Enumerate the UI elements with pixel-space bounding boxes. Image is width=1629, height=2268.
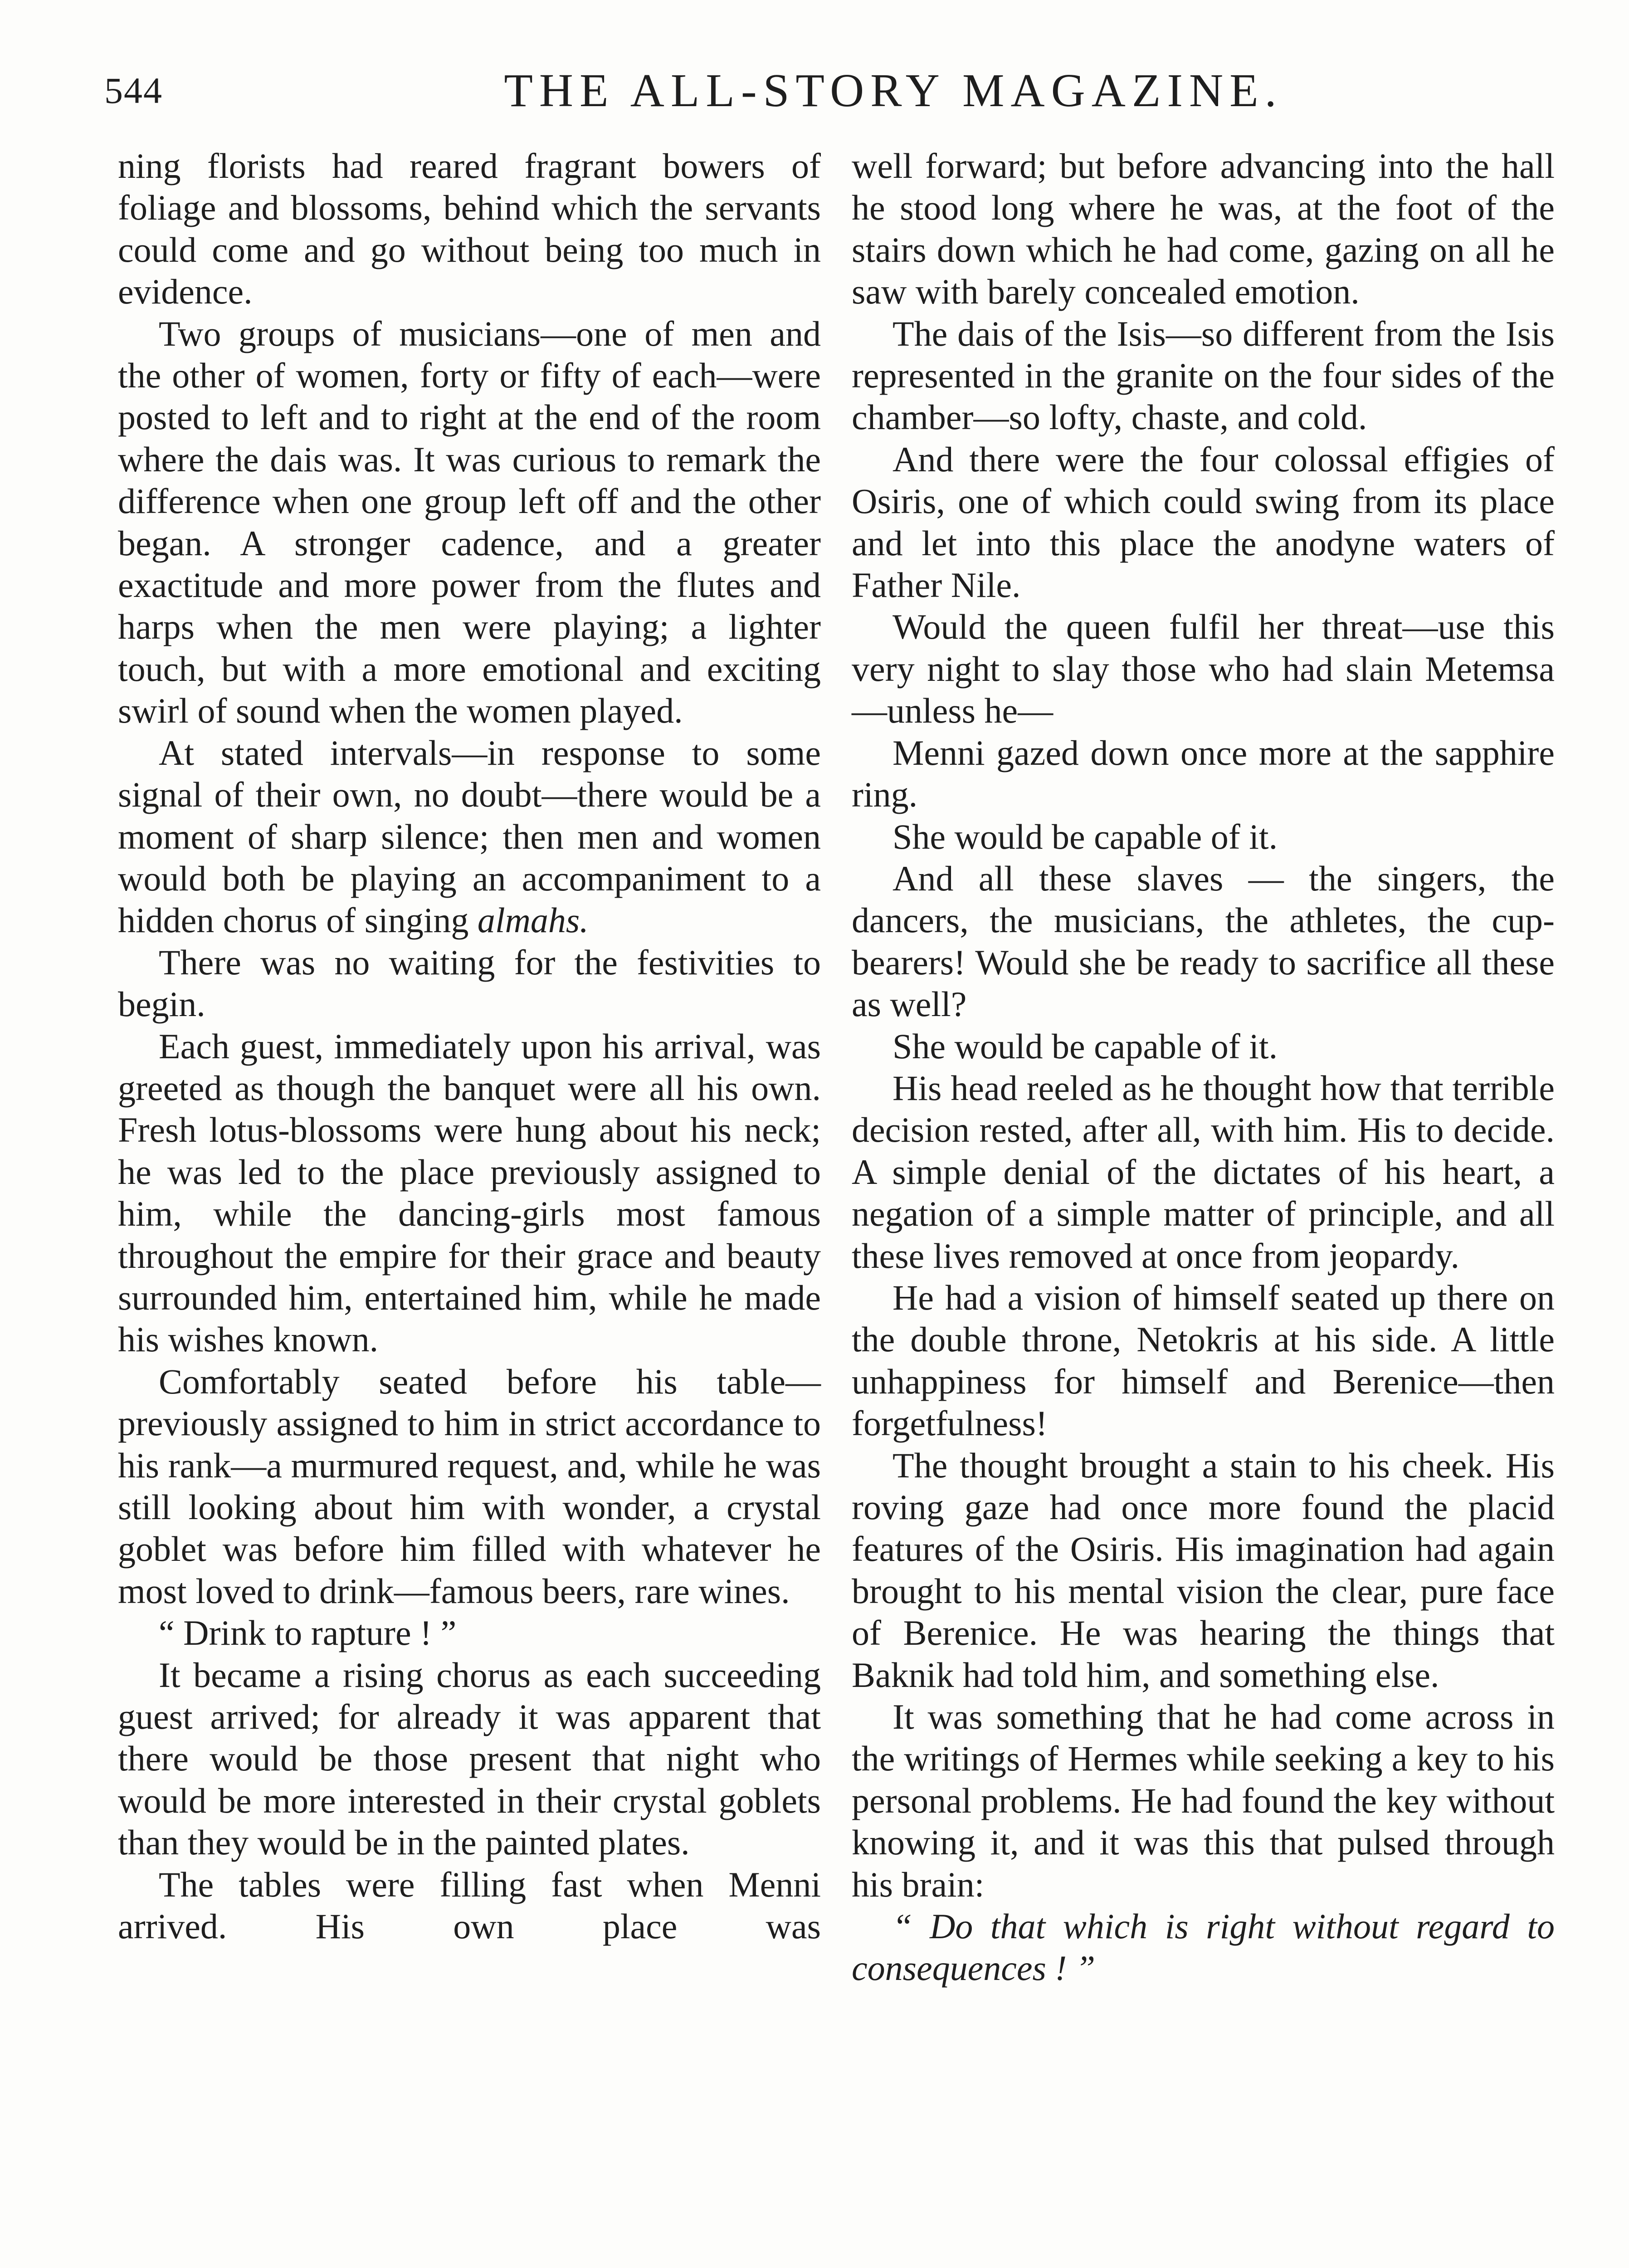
paragraph-text: And there were the four colossal effigies of Osiris, one of which could swing from its place and let into this place the anodyne waters of Father Nile. — [852, 439, 1555, 605]
paragraph — [852, 816, 1555, 858]
paragraph-text: He had a vision of himself seated up there on the double throne, Netokris at his side. A little unhappiness for himself and Berenice—then forgetfulness! — [852, 1277, 1555, 1443]
paragraph-text: Would the queen fulfil her threat—use this very night to slay those who had slain Metemsa—unless he— — [852, 607, 1555, 731]
paragraph-text: She would be capable of it. — [893, 816, 1278, 856]
paragraph-text: The dais of the Isis—so different from the Isis represented in the granite on the four sides of the chamber—so lofty, chaste, and cold. — [852, 313, 1555, 437]
paragraph-text: Two groups of musicians—one of men and the other of women, forty or fifty of each—were posted to left and to right at the end of the room where the dais was. It was curious to remark the difference when one group left off and the other began. A stronger cadence, and a greater exactitude and more power from the flutes and harps when the men were playing; a lighter touch, but with a more emotional and exciting swirl of sound when the women played. — [118, 313, 821, 731]
magazine-title: THE ALL-STORY MAGAZINE. — [504, 64, 1283, 117]
paragraph — [852, 439, 1555, 606]
paragraph — [852, 145, 1555, 313]
paragraph-text: There was no waiting for the festivities to begin. — [118, 942, 821, 1024]
italic-quotation: “ Do that which is right without regard to consequences ! ” — [852, 1906, 1555, 1988]
quotation — [852, 1906, 1555, 1989]
left-text-column — [118, 145, 821, 1947]
right-text-column — [852, 145, 1555, 1989]
paragraph — [852, 1026, 1555, 1067]
paragraph-text: At stated intervals—in response to some signal of their own, no doubt—there would be a moment of sharp silence; then men and women would both be playing an accompaniment to a hidden chorus of singing — [118, 733, 821, 940]
page-number: 544 — [104, 70, 163, 111]
paragraph — [852, 732, 1555, 816]
paragraph — [852, 606, 1555, 732]
paragraph-text: Comfortably seated before his table—previously assigned to him in strict accordance to his rank—a murmured request, and, while he was still looking about him with wonder, a crystal goblet was before him filled with whatever he most loved to drink—famous beers, rare wines. — [118, 1361, 821, 1611]
italic-word: almahs. — [477, 900, 589, 940]
paragraph — [118, 145, 821, 313]
paragraph — [118, 1864, 821, 1948]
paragraph — [852, 1696, 1555, 1906]
paragraph — [852, 313, 1555, 439]
paragraph — [852, 1445, 1555, 1696]
paragraph-text: His head reeled as he thought how that terrible decision rested, after all, with him. His to decide. A simple denial of the dictates of his heart, a negation of a simple matter of principle, and all these lives removed at once from jeopardy. — [852, 1068, 1555, 1276]
paragraph-text: It was something that he had come across in the writings of Hermes while seeking a key to his personal problems. He had found the key without knowing it, and it was this that pulsed through his brain: — [852, 1697, 1555, 1904]
paragraph-text: well forward; but before advancing into the hall he stood long where he was, at the foot of the stairs down which he had come, gazing on all he saw with barely concealed emotion. — [852, 146, 1555, 312]
paragraph — [852, 1067, 1555, 1277]
paragraph-text: And all these slaves — the singers, the dancers, the musicians, the athletes, the cup-bearers! Would she be ready to sacrifice all these as well? — [852, 858, 1555, 1024]
paragraph-text: She would be capable of it. — [893, 1026, 1278, 1066]
paragraph-text: It became a rising chorus as each succeeding guest arrived; for already it was apparent that there would be those present that night who would be more interested in their crystal goblets than they would be in the painted plates. — [118, 1655, 821, 1862]
paragraph — [118, 1026, 821, 1361]
paragraph — [118, 942, 821, 1026]
paragraph — [852, 1277, 1555, 1445]
paragraph-text: “ Drink to rapture ! ” — [159, 1613, 457, 1653]
paragraph-text: Each guest, immediately upon his arrival, was greeted as though the banquet were all his own. Fresh lotus-blossoms were hung about his neck; he was led to the place previously assigned to him, while the dancing-girls most famous throughout the empire for their grace and beauty surrounded him, entertained him, while he made his wishes known. — [118, 1026, 821, 1359]
paragraph-text: Menni gazed down once more at the sapphire ring. — [852, 733, 1555, 815]
paragraph — [118, 313, 821, 732]
paragraph-text: The tables were filling fast when Menni arrived. His own place was — [118, 1864, 821, 1946]
paragraph — [118, 1361, 821, 1612]
paragraph — [118, 1612, 821, 1654]
paragraph — [118, 732, 821, 942]
paragraph-text: The thought brought a stain to his cheek. His roving gaze had once more found the placid features of the Osiris. His imagination had again brought to his mental vision the clear, pure face of Berenice. He was hearing the things that Baknik had told him, and something else. — [852, 1445, 1555, 1695]
page-header — [104, 61, 1528, 120]
paragraph — [852, 858, 1555, 1026]
paragraph-text: ning florists had reared fragrant bowers of foliage and blossoms, behind which the servants could come and go without being too much in evidence. — [118, 146, 821, 312]
paragraph — [118, 1654, 821, 1864]
